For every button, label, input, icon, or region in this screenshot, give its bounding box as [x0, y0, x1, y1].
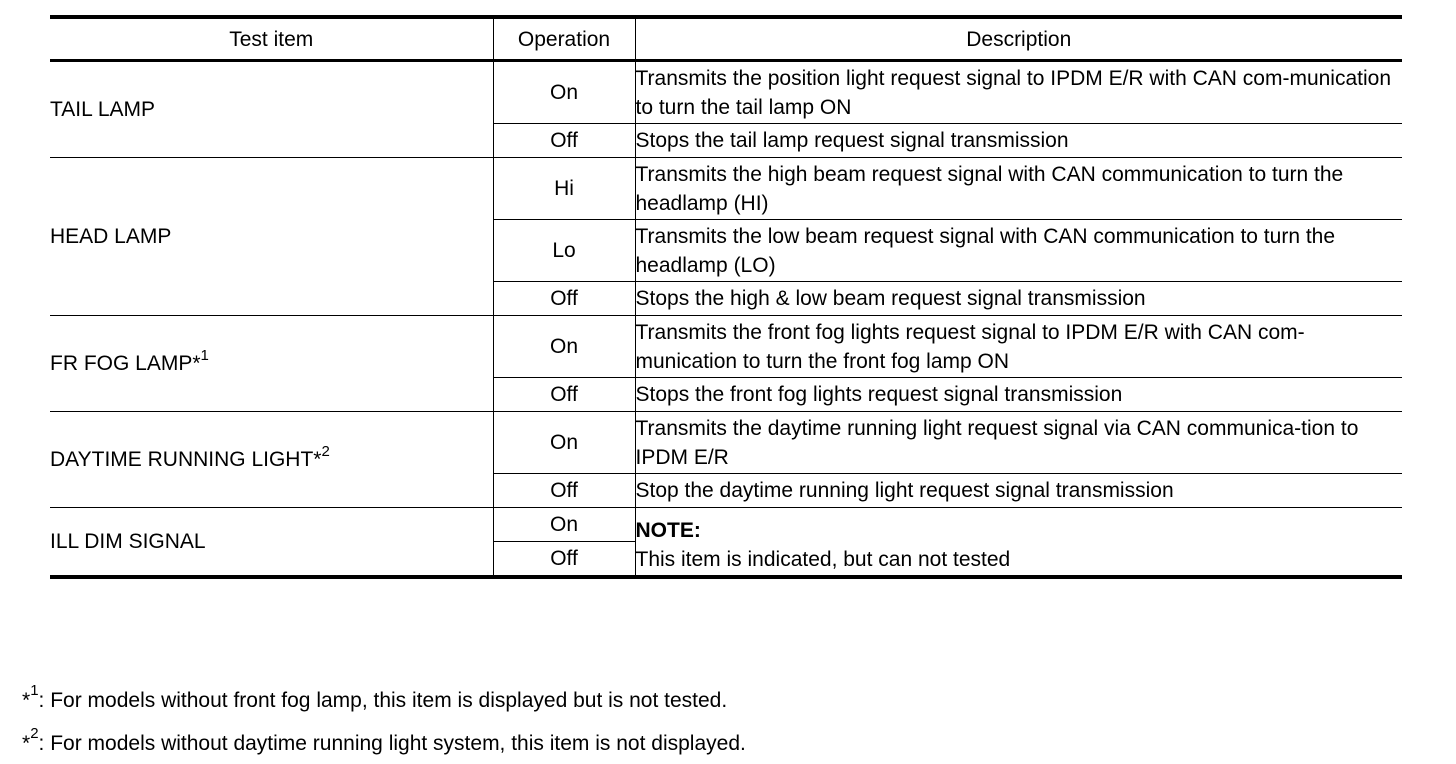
item-label: DAYTIME RUNNING LIGHT*: [50, 448, 322, 471]
operation-cell: On: [493, 316, 635, 378]
operation-cell: Off: [493, 474, 635, 508]
footnote-star: *: [22, 732, 31, 755]
footnote-2: [22, 725, 746, 758]
footnote-number: 1: [30, 682, 39, 699]
description-cell: Transmits the low beam request signal with CAN communication to turn the headlamp (LO): [635, 220, 1402, 282]
footnote-marker: [22, 725, 39, 755]
operation-cell: On: [493, 61, 635, 124]
footnote-mark: 1: [200, 347, 209, 364]
item-head-lamp: HEAD LAMP: [50, 158, 493, 316]
footnote-mark: 2: [321, 443, 330, 460]
test-item-table: [50, 15, 1402, 579]
operation-cell: Off: [493, 282, 635, 316]
operation-cell: Off: [493, 378, 635, 412]
footnote-star: *: [22, 689, 31, 712]
table-row: [50, 61, 1402, 124]
description-cell: Stops the front fog lights request signal transmission: [635, 378, 1402, 412]
operation-cell: Off: [493, 542, 635, 578]
footnote-number: 2: [30, 725, 39, 742]
header-operation: Operation: [493, 17, 635, 61]
note-label: NOTE:: [635, 518, 701, 542]
table-row: [50, 316, 1402, 378]
table-header-row: [50, 17, 1402, 61]
operation-cell: Lo: [493, 220, 635, 282]
footnote-text: : For models without front fog lamp, this item is displayed but is not tested.: [38, 689, 728, 712]
header-description: Description: [635, 17, 1402, 61]
item-label: FR FOG LAMP*: [50, 352, 201, 375]
item-tail-lamp: TAIL LAMP: [50, 61, 493, 158]
footnote-text: : For models without daytime running light system, this item is not displayed.: [38, 732, 746, 755]
description-cell: Transmits the daytime running light request signal via CAN communica-tion to IPDM E/R: [635, 412, 1402, 474]
note-cell: [635, 508, 1402, 578]
description-cell: Stops the high & low beam request signal transmission: [635, 282, 1402, 316]
description-cell: Stop the daytime running light request signal transmission: [635, 474, 1402, 508]
item-ill-dim-signal: ILL DIM SIGNAL: [50, 508, 493, 578]
operation-cell: Off: [493, 124, 635, 158]
item-fr-fog-lamp: [50, 316, 493, 412]
item-daytime-running-light: [50, 412, 493, 508]
table-row: [50, 158, 1402, 220]
operation-cell: Hi: [493, 158, 635, 220]
footnote-1: [22, 682, 728, 715]
header-test-item: Test item: [50, 17, 493, 61]
table-row: [50, 508, 1402, 542]
description-cell: Transmits the front fog lights request signal to IPDM E/R with CAN com-munication to turn the front fog lamp ON: [635, 316, 1402, 378]
footnote-marker: [22, 682, 39, 712]
description-cell: Stops the tail lamp request signal transmission: [635, 124, 1402, 158]
description-cell: Transmits the position light request signal to IPDM E/R with CAN com-munication to turn the tail lamp ON: [635, 61, 1402, 124]
note-text: This item is indicated, but can not tested: [635, 547, 1011, 571]
operation-cell: On: [493, 412, 635, 474]
description-cell: Transmits the high beam request signal with CAN communication to turn the headlamp (HI): [635, 158, 1402, 220]
table-row: [50, 412, 1402, 474]
operation-cell: On: [493, 508, 635, 542]
